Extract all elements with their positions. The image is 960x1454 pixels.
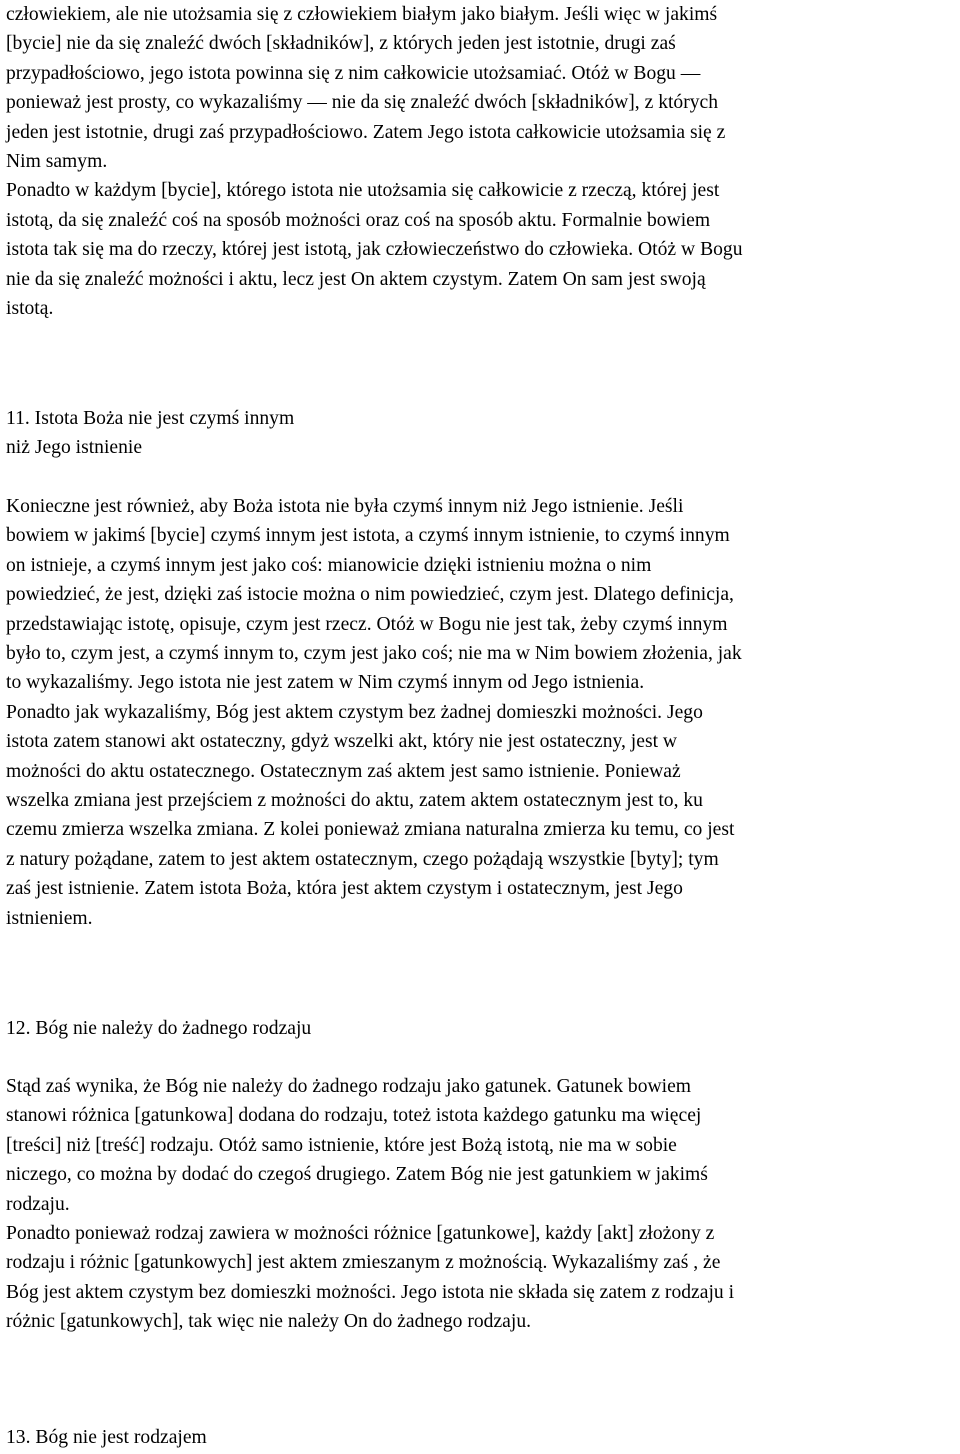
text-line: Nim samym. xyxy=(6,151,108,173)
text-line: [treści] niż [treść] rodzaju. Otóż samo istnienie, które jest Bożą istotą, nie ma w sobie xyxy=(6,1134,677,1156)
text-line: Ponadto jak wykazaliśmy, Bóg jest aktem czystym bez żadnej domieszki możności. Jego xyxy=(6,701,703,723)
text-line: czemu zmierza wszelka zmiana. Z kolei ponieważ zmiana naturalna zmierza ku temu, co jest xyxy=(6,819,735,841)
text-line: człowiekiem, ale nie utożsamia się z człowiekiem białym jako białym. Jeśli więc w jakimś xyxy=(6,4,718,25)
section-12-heading xyxy=(6,1014,956,1043)
text-line: niczego, co można by dodać do czegoś drugiego. Zatem Bóg nie jest gatunkiem w jakimś xyxy=(6,1164,708,1186)
text-line: wszelka zmiana jest przejściem z możności do aktu, zatem aktem ostatecznym jest to, ku xyxy=(6,790,703,812)
text-line: nie da się znaleźć możności i aktu, lecz jest On aktem czystym. Zatem On sam jest swoją xyxy=(6,268,706,290)
text-line: istnieniem. xyxy=(6,907,93,929)
text-line: przypadłościowo, jego istota powinna się z nim całkowicie utożsamiać. Otóż w Bogu ― xyxy=(6,62,701,84)
text-line: Bóg jest aktem czystym bez domieszki możności. Jego istota nie składa się zatem z rodzaju i xyxy=(6,1281,735,1303)
text-line: powiedzieć, że jest, dzięki zaś istocie można o nim powiedzieć, czym jest. Dlatego definicja, xyxy=(6,584,734,606)
text-line: istota zatem stanowi akt ostateczny, gdyż wszelki akt, który nie jest ostateczny, jest w xyxy=(6,731,678,753)
text-line: Ponadto ponieważ rodzaj zawiera w możności różnice [gatunkowe], każdy [akt] złożony z xyxy=(6,1223,715,1245)
text-line: [bycie] nie da się znaleźć dwóch [składników], z których jeden jest istotnie, drugi zaś xyxy=(6,33,676,55)
text-line: to wykazaliśmy. Jego istota nie jest zatem w Nim czymś innym od Jego istnienia. xyxy=(6,672,645,694)
text-line: Ponadto w każdym [bycie], którego istota nie utożsamia się całkowicie z rzeczą, której jest xyxy=(6,180,720,202)
text-line: istotą, da się znaleźć coś na sposób możności oraz coś na sposób aktu. Formalnie bowiem xyxy=(6,209,711,231)
heading-line: niż Jego istnienie xyxy=(6,437,143,459)
text-line: rodzaju i różnic [gatunkowych] jest aktem zmieszanym z możnością. Wykazaliśmy zaś , że xyxy=(6,1252,721,1274)
text-line: różnic [gatunkowych], tak więc nie należy On do żadnego rodzaju. xyxy=(6,1311,532,1333)
section-13-heading xyxy=(6,1423,956,1452)
text-line: Konieczne jest również, aby Boża istota nie była czymś innym niż Jego istnienie. Jeśli xyxy=(6,496,684,517)
text-line: istota tak się ma do rzeczy, której jest istotą, jak człowieczeństwo do człowieka. Otóż w Bogu xyxy=(6,239,743,261)
text-line: Stąd zaś wynika, że Bóg nie należy do żadnego rodzaju jako gatunek. Gatunek bowiem xyxy=(6,1076,692,1097)
text-line: przedstawiając istotę, opisuje, czym jest rzecz. Otóż w Bogu nie jest tak, żeby czymś innym xyxy=(6,613,728,635)
text-line: z natury pożądane, zatem to jest aktem ostatecznym, czego pożądają wszystkie [byty]; tym xyxy=(6,848,719,870)
heading-line: 12. Bóg nie należy do żadnego rodzaju xyxy=(6,1018,312,1039)
text-line: istotą. xyxy=(6,298,54,320)
text-line: bowiem w jakimś [bycie] czymś innym jest istota, a czymś innym istnienie, to czymś innym xyxy=(6,525,730,547)
heading-line: 11. Istota Boża nie jest czymś innym xyxy=(6,408,295,429)
section-12-text xyxy=(6,1072,956,1337)
section-10-continuation-text xyxy=(6,0,956,323)
text-line: zaś jest istnienie. Zatem istota Boża, która jest aktem czystym i ostatecznym, jest Jego xyxy=(6,878,683,900)
text-line: ponieważ jest prosty, co wykazaliśmy ― nie da się znaleźć dwóch [składników], z których xyxy=(6,92,719,114)
text-line: było to, czym jest, a czymś innym to, czym jest jako coś; nie ma w Nim bowiem złożenia, jak xyxy=(6,643,742,665)
text-line: stanowi różnica [gatunkowa] dodana do rodzaju, toteż istota każdego gatunku ma więcej xyxy=(6,1105,702,1127)
text-line: rodzaju. xyxy=(6,1193,70,1215)
section-11-heading xyxy=(6,404,956,463)
text-line: on istnieje, a czymś innym jest jako coś: mianowicie dzięki istnieniu można o nim xyxy=(6,554,652,576)
text-line: możności do aktu ostatecznego. Ostatecznym zaś aktem jest samo istnienie. Ponieważ xyxy=(6,760,681,782)
section-11-text xyxy=(6,492,956,933)
heading-line: 13. Bóg nie jest rodzajem xyxy=(6,1427,207,1448)
text-line: jeden jest istotnie, drugi zaś przypadłościowo. Zatem Jego istota całkowicie utożsamia się z xyxy=(6,121,726,143)
